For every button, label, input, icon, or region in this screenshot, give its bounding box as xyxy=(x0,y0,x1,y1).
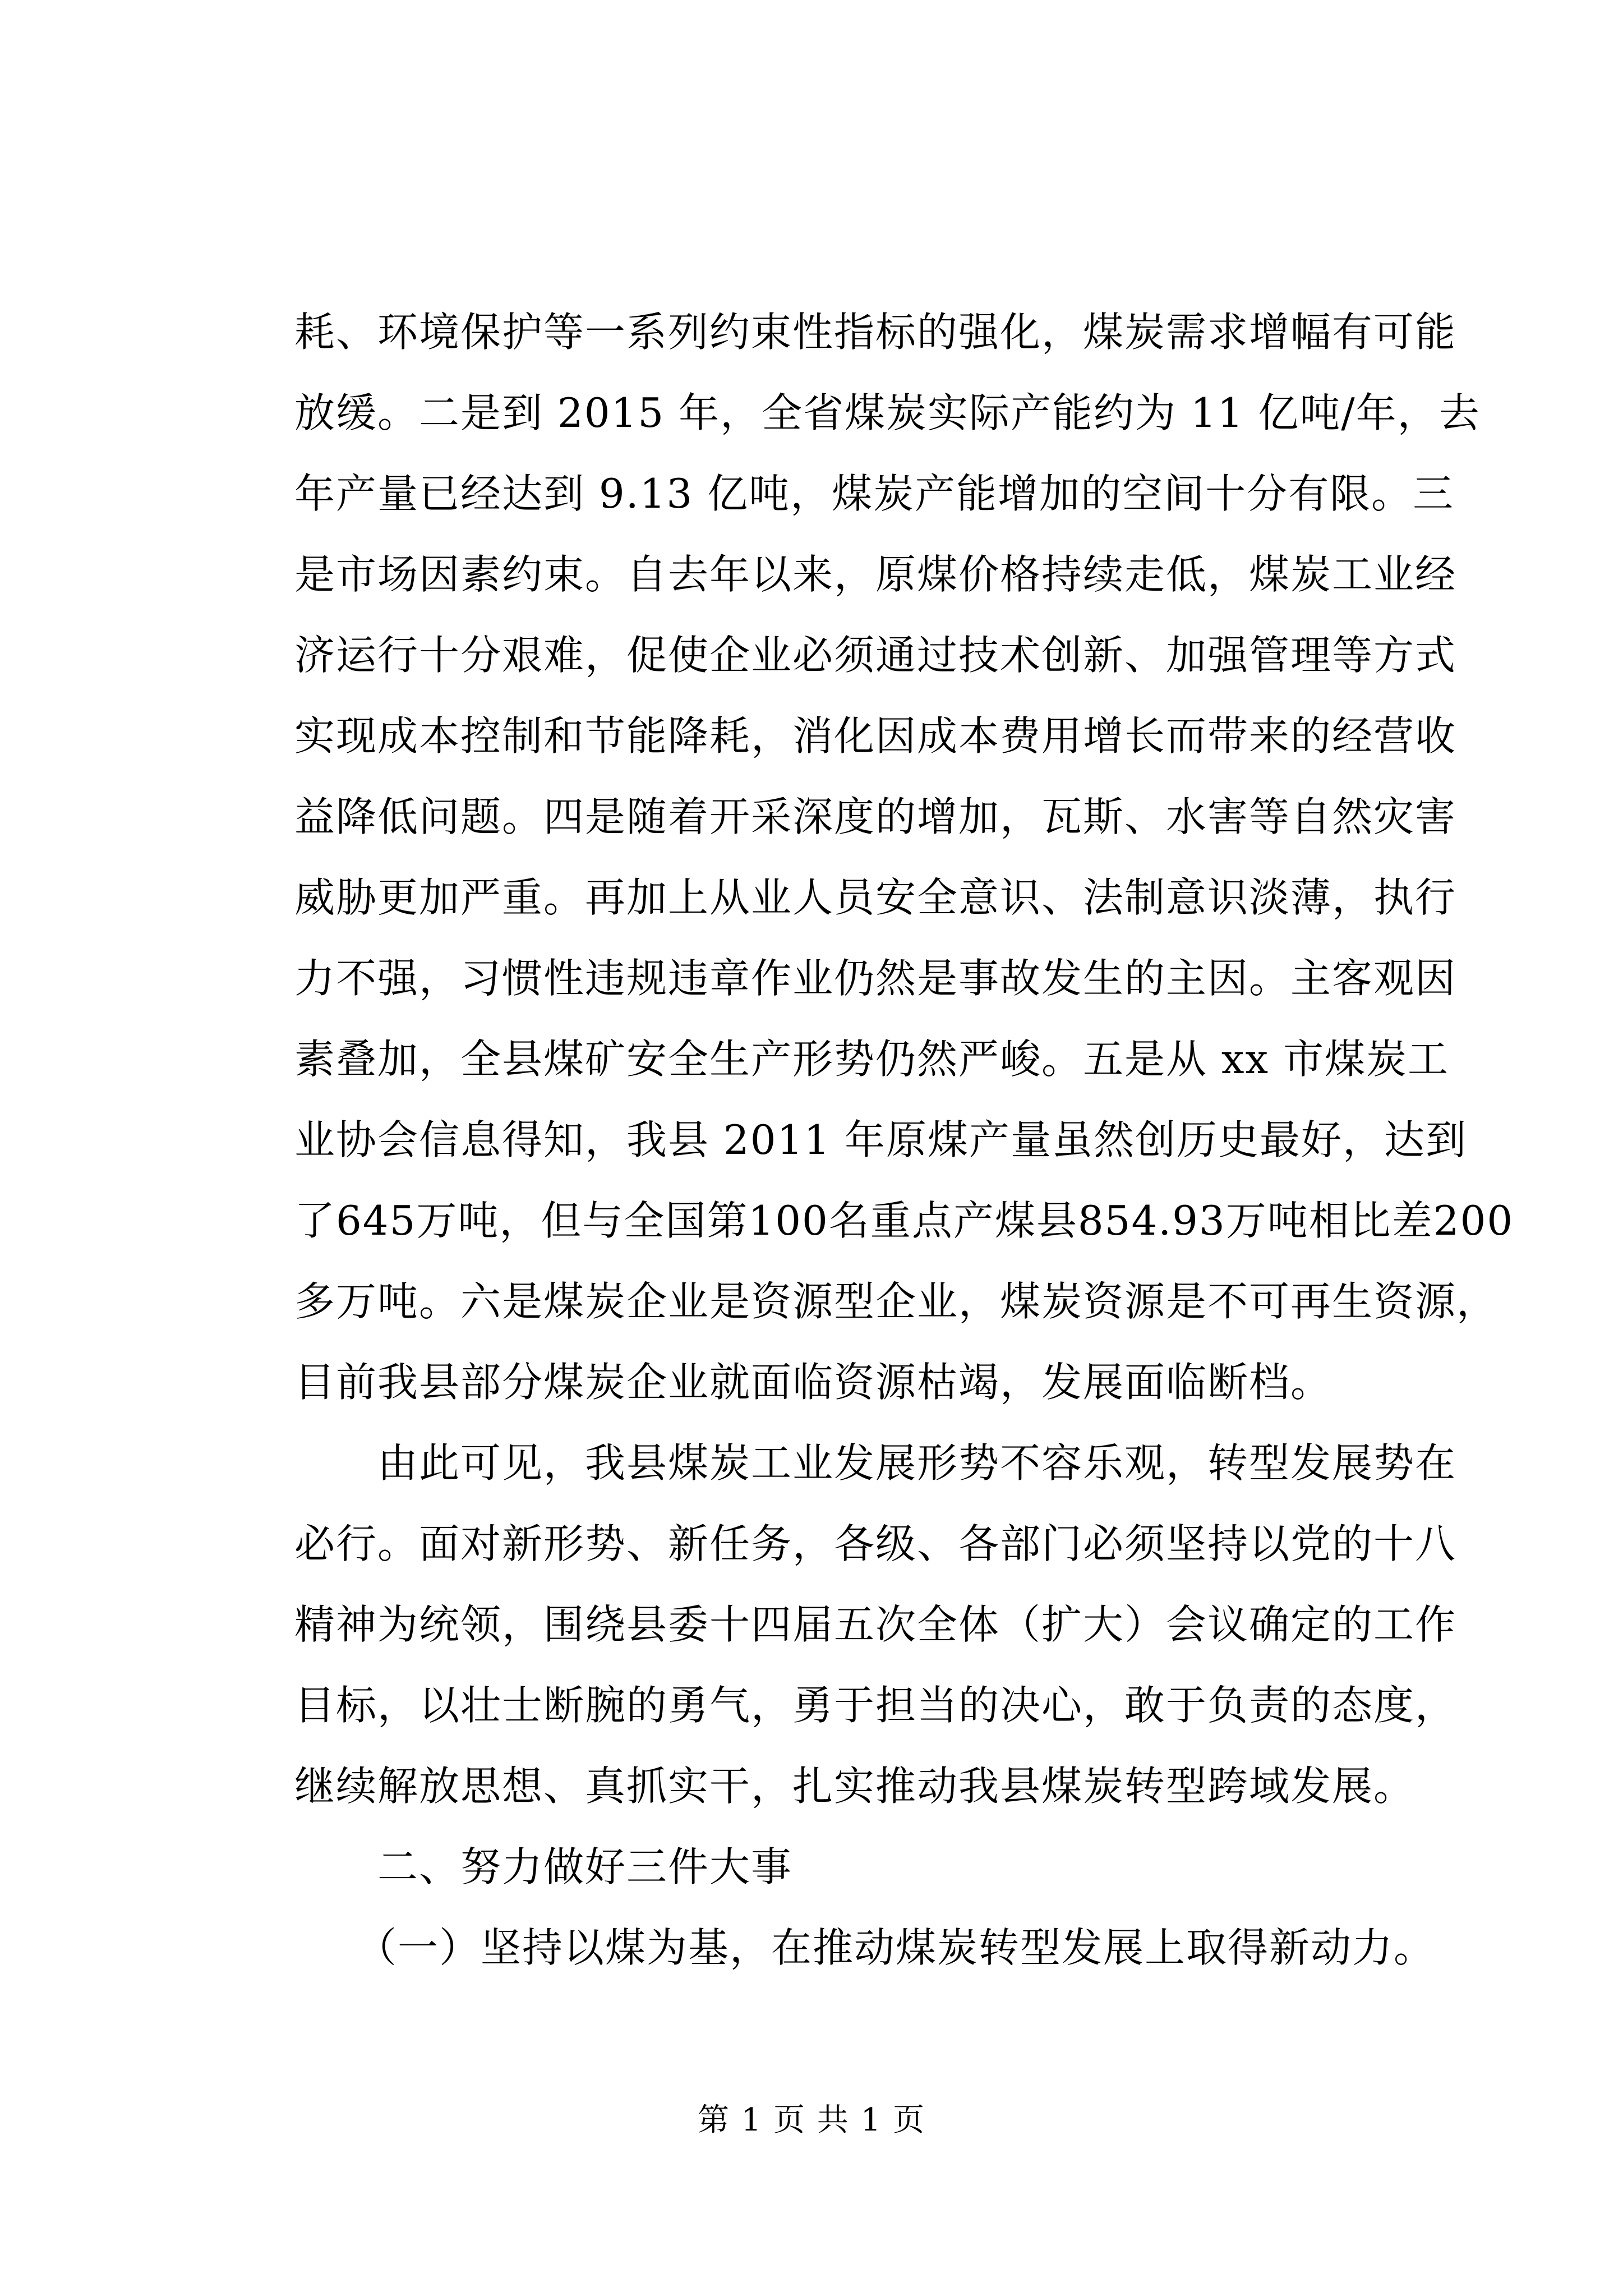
section-heading: 二、努力做好三件大事 xyxy=(377,1843,793,1890)
text-line: 实现成本控制和节能降耗，消化因成本费用增长而带来的经营收 xyxy=(294,712,1457,760)
subsection-heading: （一）坚持以煤为基，在推动煤炭转型发展上取得新动力。 xyxy=(356,1924,1436,1971)
document-body xyxy=(294,292,1514,1988)
text-line: 素叠加，全县煤矿安全生产形势仍然严峻。五是从 xx 市煤炭工 xyxy=(294,1036,1449,1083)
text-line: 济运行十分艰难，促使企业必须通过技术创新、加强管理等方式 xyxy=(294,632,1457,679)
page-footer: 第 1 页 共 1 页 xyxy=(697,2102,926,2138)
text-line: 了645万吨，但与全国第100名重点产煤县854.93万吨相比差200 xyxy=(294,1197,1514,1244)
text-line: 威胁更加严重。再加上从业人员安全意识、法制意识淡薄，执行 xyxy=(294,874,1457,921)
paragraph-continued xyxy=(294,292,1514,1423)
text-line: 力不强，习惯性违规违章作业仍然是事故发生的主因。主客观因 xyxy=(294,955,1457,1002)
text-line: 精神为统领，围绕县委十四届五次全体（扩大）会议确定的工作 xyxy=(294,1601,1457,1648)
text-line: 目前我县部分煤炭企业就面临资源枯竭，发展面临断档。 xyxy=(294,1359,1332,1406)
text-line: 多万吨。六是煤炭企业是资源型企业，煤炭资源是不可再生资源， xyxy=(294,1278,1498,1325)
text-line: 耗、环境保护等一系列约束性指标的强化，煤炭需求增幅有可能 xyxy=(294,309,1457,356)
text-line: 业协会信息得知，我县 2011 年原煤产量虽然创历史最好，达到 xyxy=(294,1116,1468,1163)
paragraph-conclusion xyxy=(294,1423,1457,1826)
text-line: 益降低问题。四是随着开采深度的增加，瓦斯、水害等自然灾害 xyxy=(294,793,1457,840)
text-line: 继续解放思想、真抓实干，扎实推动我县煤炭转型跨域发展。 xyxy=(294,1763,1415,1810)
text-line: 放缓。二是到 2015 年，全省煤炭实际产能约为 11 亿吨/年，去 xyxy=(294,389,1481,436)
text-line: 由此可见，我县煤炭工业发展形势不容乐观，转型发展势在 xyxy=(377,1439,1457,1487)
text-line: 是市场因素约束。自去年以来，原煤价格持续走低，煤炭工业经 xyxy=(294,551,1457,598)
text-line: 目标，以壮士断腕的勇气，勇于担当的决心，敢于负责的态度， xyxy=(294,1682,1457,1729)
text-line: 年产量已经达到 9.13 亿吨，煤炭产能增加的空间十分有限。三 xyxy=(294,470,1455,517)
text-line: 必行。面对新形势、新任务，各级、各部门必须坚持以党的十八 xyxy=(294,1520,1457,1567)
